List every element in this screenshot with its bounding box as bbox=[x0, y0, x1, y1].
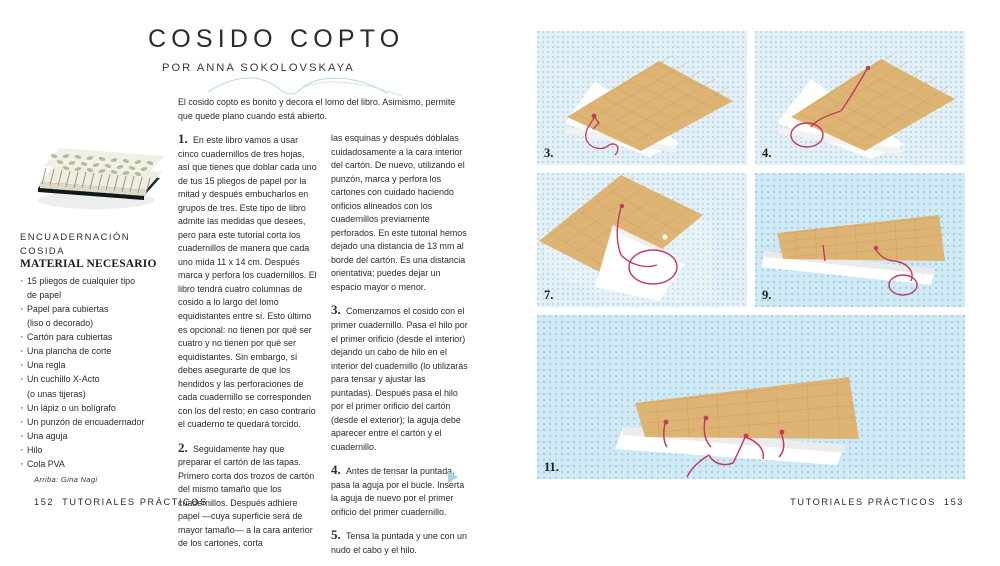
figure-number: 7. bbox=[544, 288, 554, 302]
folio-left bbox=[34, 497, 208, 507]
step-photo-illustration bbox=[537, 173, 747, 307]
step-number: 1. bbox=[178, 131, 191, 147]
step-number: 2. bbox=[178, 439, 191, 455]
step-number: 5. bbox=[331, 527, 344, 543]
byline: POR ANNA SOKOLOVSKAYA bbox=[162, 62, 355, 75]
material-item: · Cartón para cubiertas bbox=[20, 330, 172, 344]
material-item: · Una regla bbox=[20, 358, 172, 372]
running-head-right: TUTORIALES PRÁCTICOS bbox=[790, 497, 936, 507]
body-paragraph: 2. Seguidamente hay que preparar el cartón de las tapas. Primero corta dos trozos de cartón del mismo tamaño que los cuadernillos. Después adhiere papel —cuya superficie será de mayor tamaño— a la cara anterior de los cartones, corta bbox=[178, 439, 315, 549]
material-item: · Un punzón de encuadernador bbox=[20, 415, 172, 429]
coptic-book-illustration bbox=[20, 96, 168, 224]
step-photo-illustration bbox=[537, 31, 747, 165]
figure-panel bbox=[537, 315, 965, 479]
figure-number: 11. bbox=[544, 460, 559, 474]
material-item: · Hilo bbox=[20, 443, 172, 457]
material-item: · Un cuchillo X-Acto bbox=[20, 372, 172, 386]
material-item: (liso o decorado) bbox=[27, 318, 94, 329]
figure-panel bbox=[537, 31, 747, 165]
step-photo-illustration bbox=[755, 173, 965, 307]
text-column-two bbox=[331, 132, 470, 566]
body-paragraph: las esquinas y después dóblalas cuidadosamente a la cara interior del cartón. De nuevo, utilizando el punzón, marca y perfora los cartones con cuidado haciendo orificios alineados con los cuadernillos previamente perforados. En este tutorial hemos dejado una distancia de 13 mm al borde del cartón. Es una distancia orientativa; puedes dejar un espacio mayor o menor. bbox=[331, 133, 467, 292]
material-item: · Una plancha de corte bbox=[20, 344, 172, 358]
material-item: · Cola PVA bbox=[20, 457, 172, 471]
coptic-book-photo bbox=[20, 96, 168, 224]
materials-heading: MATERIAL NECESARIO bbox=[20, 258, 157, 270]
step-photo-illustration bbox=[755, 31, 965, 165]
material-item: · 15 pliegos de cualquier tipo bbox=[20, 274, 172, 288]
body-paragraph: 1. En este libro vamos a usar cinco cuadernillos de tres hojas, así que tienes que doblar cada uno de tus 15 pliegos de papel por la mitad y después embucharlos en grupos de tres. Este tipo de libro admite las medidas que desees, pero para este tutorial corta los cuadernillos de manera que cada uno mida 11 x 14 cm. Después marca y perfora los cuadernillos. El libro tendrá cuatro columnas de cosido a lo largo del lomo equidistantes entre sí. Esto último es opcional: no tienen por qué ser cuatro y no tienen por qué ser equidistantes. Sin embargo, sí debes asegurarte de que los hendidos y las perforaciones de cada cuadernillo se corresponden con los del resto; en caso contrario el cuaderno te quedará torcido. bbox=[178, 131, 317, 430]
figure-number: 3. bbox=[544, 146, 554, 160]
ornament-swash bbox=[206, 72, 406, 98]
right-page bbox=[500, 0, 1000, 529]
material-item: de papel bbox=[27, 290, 62, 301]
figure-panel bbox=[537, 173, 747, 307]
intro-paragraph: El cosido copto es bonito y decora el lomo del libro. Asimismo, permite que quede plano cuando está abierto. bbox=[178, 97, 456, 121]
material-item: · Un lápiz o un bolígrafo bbox=[20, 401, 172, 415]
page-number-right: 153 bbox=[943, 497, 964, 507]
left-page bbox=[0, 0, 500, 555]
figure-row-3 bbox=[537, 315, 965, 479]
figure-row-2 bbox=[537, 173, 965, 307]
figure-number: 4. bbox=[762, 146, 772, 160]
figure-row-1 bbox=[537, 31, 965, 165]
step-photo-illustration bbox=[537, 315, 965, 479]
figure-grid bbox=[537, 31, 965, 487]
figure-number: 9. bbox=[762, 288, 772, 302]
folio-right bbox=[790, 497, 964, 507]
photo-credit: Arriba: Gina Nagi bbox=[34, 475, 98, 484]
continuation-arrow-icon bbox=[448, 471, 458, 483]
step-number: 4. bbox=[331, 462, 344, 478]
figure-panel bbox=[755, 31, 965, 165]
materials-items bbox=[20, 274, 172, 471]
photo-caption-title: ENCUADERNACIÓN COSIDA bbox=[20, 231, 131, 256]
body-paragraph: 5. Tensa la puntada y une con un nudo el cabo y el hilo. bbox=[331, 527, 467, 555]
material-item: · Papel para cubiertas bbox=[20, 302, 172, 316]
running-head-left: TUTORIALES PRÁCTICOS bbox=[62, 497, 208, 507]
text-columns bbox=[178, 132, 470, 566]
page-title: COSIDO COPTO bbox=[148, 25, 405, 53]
materials-list bbox=[20, 258, 172, 471]
body-paragraph: 4. Antes de tensar la puntada, pasa la aguja por el bucle. Inserta la aguja de nuevo por el primer orificio del primer cuadernillo. bbox=[331, 462, 465, 517]
page-number-left: 152 bbox=[34, 497, 55, 507]
material-item: (o unas tijeras) bbox=[27, 388, 86, 399]
body-paragraph: 3. Comenzamos el cosido con el primer cuadernillo. Pasa el hilo por el primer orificio (desde el interior) dejando un cabo de hilo en el interior del cuadernillo (lo utilizarás para tensar y ajustar las puntadas). Después pasa el hilo por el primer orificio del cartón (desde el exterior); la aguja debe aparecer entre el cartón y el cuadernillo. bbox=[331, 302, 468, 452]
step-number: 3. bbox=[331, 302, 344, 318]
material-item: · Una aguja bbox=[20, 429, 172, 443]
title-block bbox=[148, 26, 478, 74]
figure-panel bbox=[755, 173, 965, 307]
body-copy bbox=[178, 96, 470, 566]
